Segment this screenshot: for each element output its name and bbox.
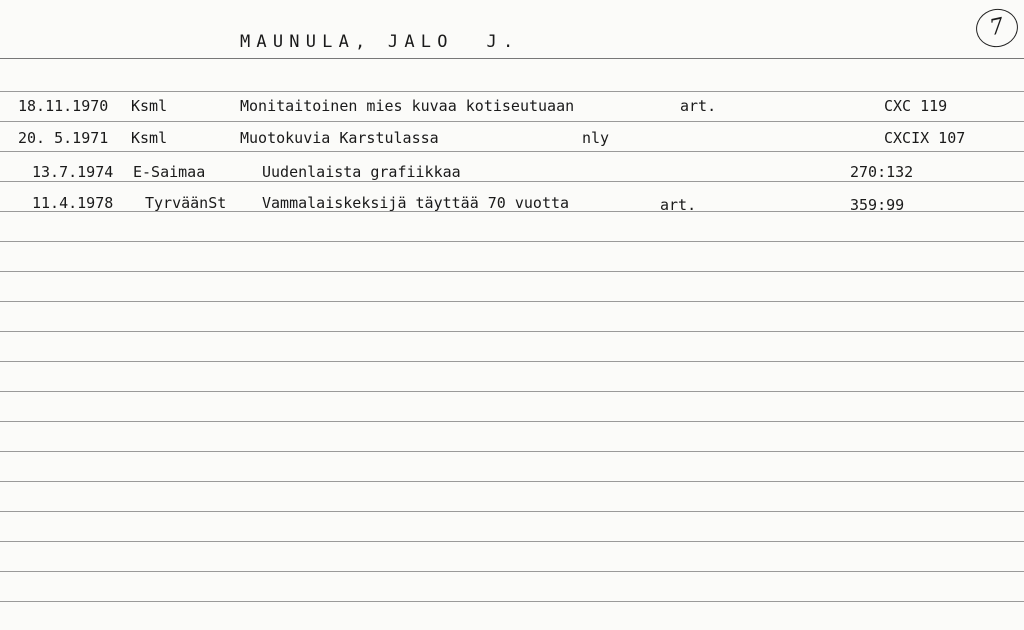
ruled-line	[0, 511, 1024, 512]
entry-type: art.	[680, 97, 717, 115]
ruled-line	[0, 151, 1024, 152]
ruled-line	[0, 391, 1024, 392]
ruled-line	[0, 301, 1024, 302]
ruled-line	[0, 181, 1024, 182]
entry-type: nly	[582, 129, 610, 147]
ruled-line	[0, 91, 1024, 92]
entry-title: Monitaitoinen mies kuvaa kotiseutuaan	[240, 97, 575, 115]
ruled-line	[0, 121, 1024, 122]
ruled-line	[0, 331, 1024, 332]
entry-reference: CXCIX 107	[884, 129, 966, 147]
ruled-line	[0, 481, 1024, 482]
ruled-line	[0, 361, 1024, 362]
entry-title: Muotokuvia Karstulassa	[240, 129, 439, 147]
ruled-line	[0, 421, 1024, 422]
entry-title: Vammalaiskeksijä täyttää 70 vuotta	[262, 194, 570, 212]
ruled-line	[0, 601, 1024, 602]
card-number-circled: 7	[973, 5, 1022, 51]
entry-date: 18.11.1970	[18, 97, 109, 115]
ruled-line	[0, 571, 1024, 572]
ruled-line	[0, 451, 1024, 452]
ruled-line	[0, 541, 1024, 542]
entry-date: 13.7.1974	[32, 163, 114, 181]
entry-source: E-Saimaa	[133, 163, 206, 181]
entry-source: TyrväänSt	[145, 194, 227, 212]
ruled-line	[0, 241, 1024, 242]
entry-source: Ksml	[131, 129, 168, 147]
entry-date: 11.4.1978	[32, 194, 114, 212]
ruled-line	[0, 271, 1024, 272]
entry-reference: 359:99	[850, 196, 905, 214]
entry-title: Uudenlaista grafiikkaa	[262, 163, 461, 181]
entry-reference: 270:132	[850, 163, 914, 181]
entry-date: 20. 5.1971	[18, 129, 109, 147]
card-header-name: MAUNULA, JALO J.	[240, 32, 520, 52]
entry-source: Ksml	[131, 97, 168, 115]
header-rule	[0, 58, 1024, 59]
entry-reference: CXC 119	[884, 97, 948, 115]
entry-type: art.	[660, 196, 697, 214]
